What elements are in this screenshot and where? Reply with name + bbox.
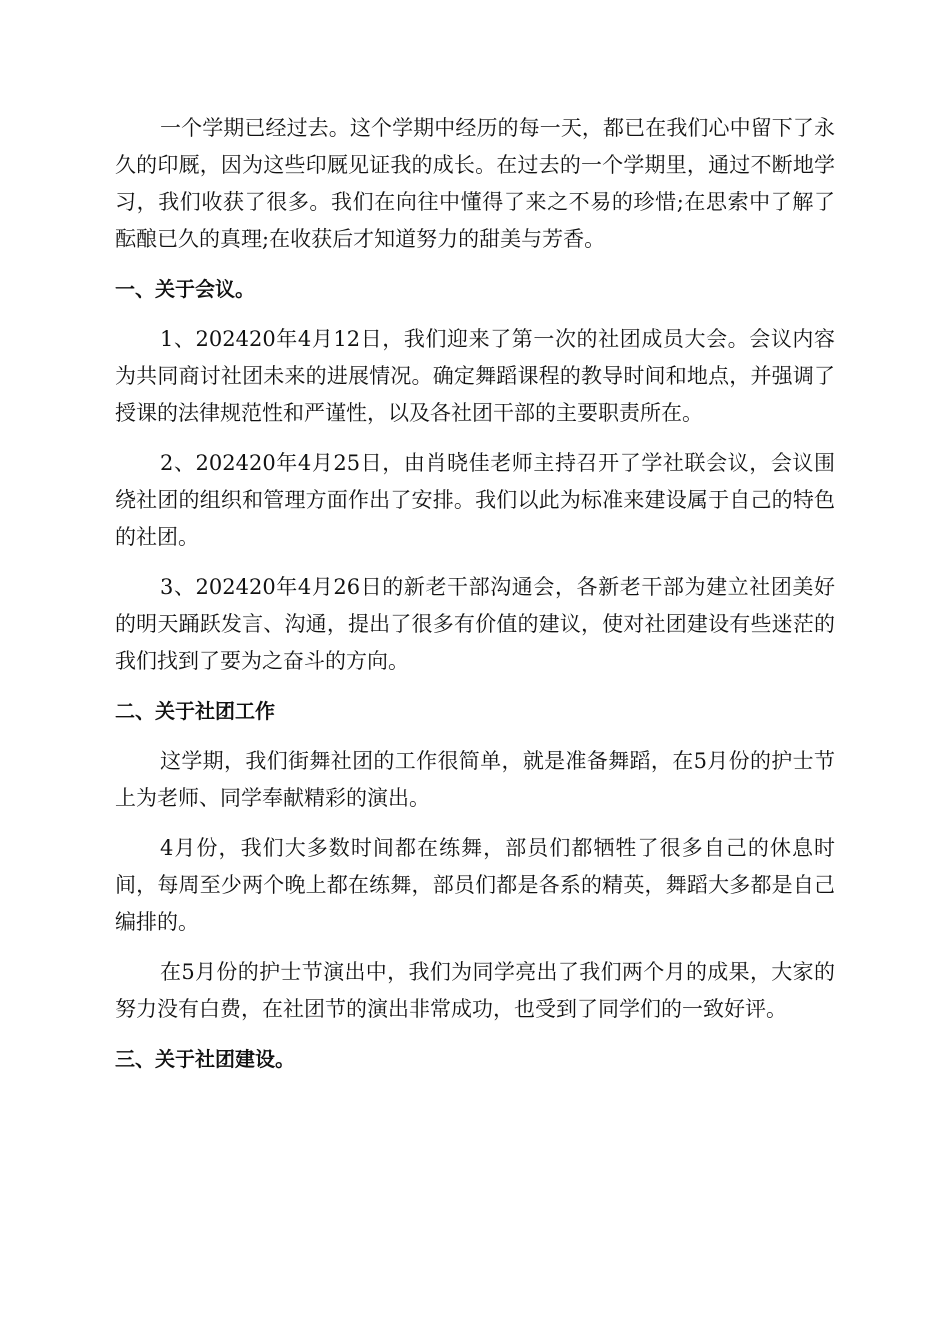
club-work-paragraph-1: 这学期，我们街舞社团的工作很简单，就是准备舞蹈，在5月份的护士节上为老师、同学奉献精彩的演出。 [115,749,835,810]
intro-paragraph: 一个学期已经过去。这个学期中经历的每一天，都已在我们心中留下了永久的印厩，因为这些印厩见证我的成长。在过去的一个学期里，通过不断地学习，我们收获了很多。我们在向往中懂得了来之不易的珍惜;在思索中了解了酝酿已久的真理;在收获后才知道努力的甜美与芳香。 [115,116,835,251]
section-heading-meetings: 一、关于会议。 [115,277,255,301]
meeting-item-1: 1、202420年4月12日，我们迎来了第一次的社团成员大会。会议内容为共同商讨社团未来的进展情况。确定舞蹈课程的教导时间和地点，并强调了授课的法律规范性和严谨性，以及各社团干部的主要职责所在。 [115,327,835,425]
club-work-paragraph-2: 4月份，我们大多数时间都在练舞，部员们都牺牲了很多自己的休息时间，每周至少两个晚上都在练舞，部员们都是各系的精英，舞蹈大多都是自己编排的。 [115,836,835,934]
section-heading-club-building: 三、关于社团建设。 [115,1047,295,1071]
club-work-paragraph-3: 在5月份的护士节演出中，我们为同学亮出了我们两个月的成果，大家的努力没有白费，在社团节的演出非常成功，也受到了同学们的一致好评。 [115,960,835,1021]
meeting-item-2: 2、202420年4月25日，由肖晓佳老师主持召开了学社联会议，会议围绕社团的组织和管理方面作出了安排。我们以此为标准来建设属于自己的特色的社团。 [115,451,835,549]
meeting-item-3: 3、202420年4月26日的新老干部沟通会，各新老干部为建立社团美好的明天踊跃发言、沟通，提出了很多有价值的建议，使对社团建设有些迷茫的我们找到了要为之奋斗的方向。 [115,575,835,673]
section-heading-club-work: 二、关于社团工作 [115,699,275,723]
document-body [115,110,835,1091]
